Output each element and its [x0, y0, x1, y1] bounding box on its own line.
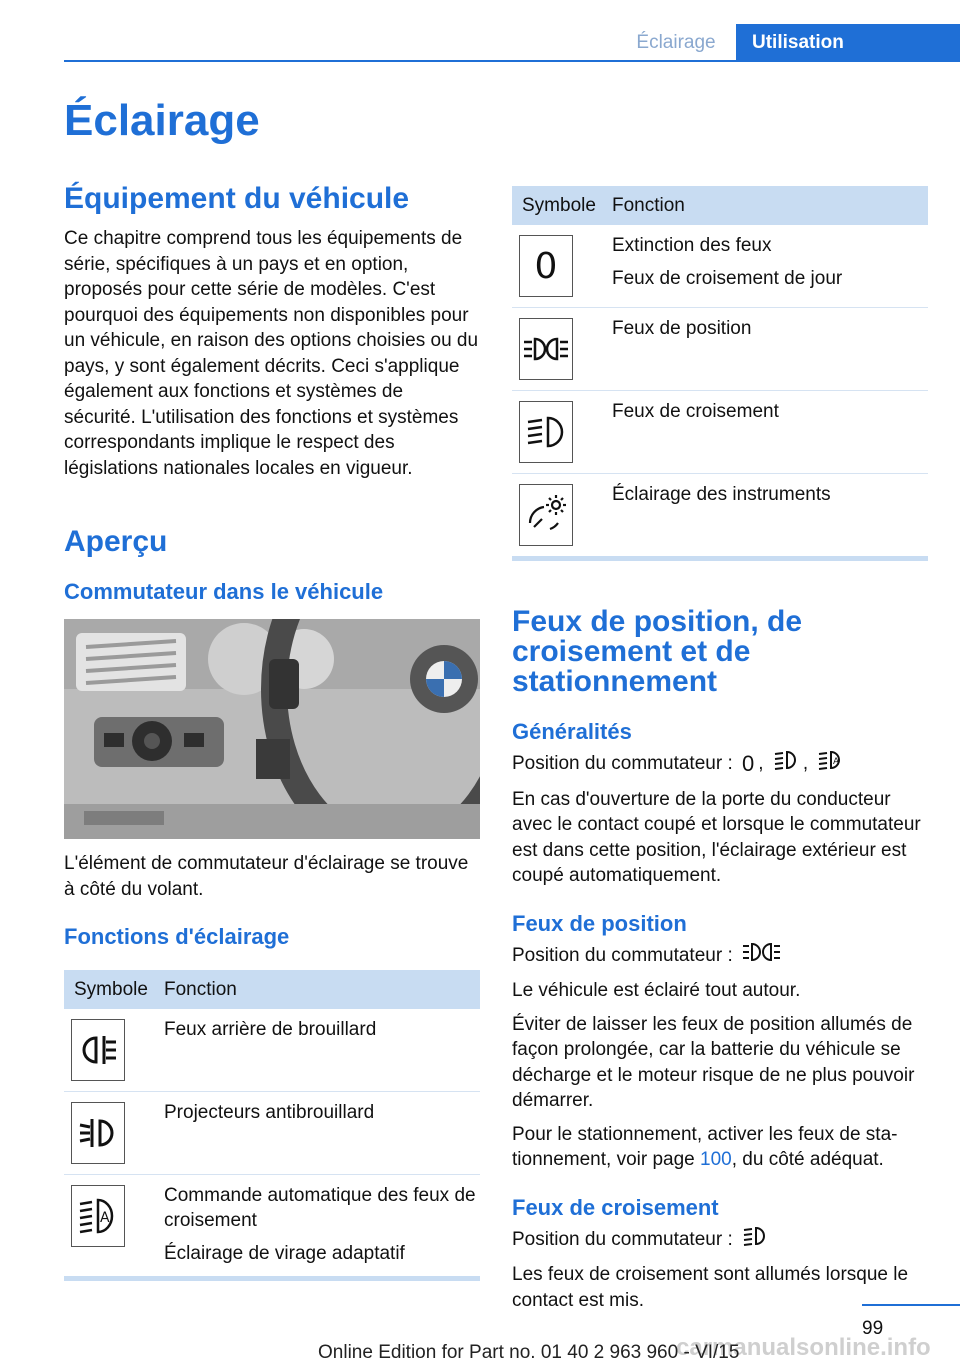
- general-switch-line: Position du commutateur : 0 , , A: [512, 749, 928, 779]
- lowbeam-switch-line: Position du commutateur :: [512, 1225, 928, 1255]
- lowbeam-heading: Feux de croisement: [512, 1194, 719, 1220]
- table-end-bar: [64, 1276, 480, 1281]
- right-column: [512, 186, 928, 1313]
- parking-lights-icon: [519, 318, 573, 380]
- equipment-text: Ce chapitre comprend tous les équipements de série, spécifiques à un pays et en option, proposés pour cette série de modèles. C'est pourquoi des équipements non disponibles pour un véhicule, en raison des options choisies ou du pays, y sont également décrits. Ceci s'applique également aux fonctions et systèmes de sécurité. L'utilisation des fonctions et systèmes correspondants implique le respect des législations nationales locales en vigueur.: [64, 228, 479, 479]
- function-text: Feux de croisement de jour: [612, 268, 843, 289]
- separator: ,: [758, 752, 764, 774]
- section2-heading: Feux de position, de croisement et de stationnement: [512, 605, 803, 698]
- page-title: Éclairage: [64, 96, 260, 145]
- table-row: [64, 1009, 480, 1092]
- edition-footer: Online Edition for Part no. 01 40 2 963 960 - VI/15: [318, 1342, 740, 1363]
- svg-text:A: A: [100, 1210, 110, 1226]
- table-row: [512, 308, 928, 391]
- left-column: [64, 182, 480, 1281]
- separator: ,: [802, 752, 809, 774]
- function-text: Feux de position: [612, 318, 752, 339]
- parking-switch-line: Position du commutateur :: [512, 941, 928, 971]
- general-text: En cas d'ouverture de la porte du conducteur avec le contact coupé et lorsque le commutateur est dans cette position, l'éclairage extérieur est coupé automatiquement.: [512, 788, 921, 886]
- header-section-tab[interactable]: Éclairage: [636, 32, 716, 53]
- function-text: Feux arrière de brouillard: [164, 1019, 377, 1040]
- low-beam-inline-icon: [773, 749, 799, 779]
- col-function-header: Fonction: [604, 186, 928, 225]
- instrument-lighting-icon: [519, 484, 573, 546]
- function-text: Feux de croisement: [612, 401, 779, 422]
- auto-headlight-icon: [71, 1185, 125, 1247]
- lights-off-inline-icon: 0: [742, 751, 755, 776]
- lowbeam-text: Les feux de croisement sont allumés lorsque le contact est mis.: [512, 1264, 909, 1311]
- low-beam-inline-icon: [742, 1225, 768, 1255]
- auto-headlight-inline-icon: [817, 749, 843, 779]
- page-number: 99: [862, 1318, 884, 1339]
- parking-text-2: Éviter de laisser les feux de position allumés de façon prolongée, car la batterie du véhicule se décharge et le moteur risque de ne plus pouvoir démarrer.: [512, 1013, 915, 1111]
- vehicle-switch-image: [64, 619, 480, 839]
- lights-off-symbol: 0: [534, 245, 558, 287]
- low-beam-icon: [519, 401, 573, 463]
- function-text: Extinction des feux: [612, 235, 772, 256]
- function-text: Éclairage de virage adaptatif: [164, 1243, 405, 1264]
- lighting-functions-table-left: [64, 970, 480, 1276]
- front-fog-light-icon: [71, 1102, 125, 1164]
- general-heading: Généralités: [512, 719, 632, 744]
- function-text: Commande automatique des feux de croisement: [164, 1185, 476, 1231]
- watermark: carmanualsonline.info: [676, 1334, 931, 1361]
- table-row: [64, 1092, 480, 1175]
- lights-off-icon: [519, 235, 573, 297]
- image-caption: L'élément de commutateur d'éclairage se trouve à côté du volant.: [64, 853, 469, 900]
- lighting-functions-table-right: [512, 186, 928, 556]
- switch-heading: Commutateur dans le véhicule: [64, 579, 384, 604]
- parking-text-1: Le véhicule est éclairé tout autour.: [512, 980, 801, 1001]
- equipment-heading: Équipement du véhicule: [64, 182, 410, 215]
- col-function-header: Fonction: [156, 970, 480, 1009]
- footer-rule: [862, 1304, 960, 1306]
- parking-lights-inline-icon: [742, 941, 782, 971]
- overview-heading: Aperçu: [64, 525, 168, 558]
- function-text: Éclairage des instruments: [612, 484, 831, 505]
- table-end-bar: [512, 556, 928, 561]
- page-link[interactable]: 100: [700, 1149, 732, 1170]
- functions-heading: Fonctions d'éclairage: [64, 924, 290, 949]
- table-row: [512, 474, 928, 557]
- col-symbol-header: Symbole: [64, 970, 156, 1009]
- col-symbol-header: Symbole: [512, 186, 604, 225]
- header-chapter-tab[interactable]: Utilisation: [736, 24, 960, 62]
- rear-fog-light-icon: [71, 1019, 125, 1081]
- function-text: Projecteurs antibrouillard: [164, 1102, 375, 1123]
- table-row: [512, 225, 928, 308]
- table-row: [64, 1175, 480, 1277]
- parking-heading: Feux de position: [512, 910, 687, 936]
- svg-text:A: A: [833, 757, 840, 767]
- parking-text-3: Pour le stationnement, activer les feux de stationnement, voir page 100, du côté adéquat.: [512, 1123, 898, 1170]
- table-row: [512, 391, 928, 474]
